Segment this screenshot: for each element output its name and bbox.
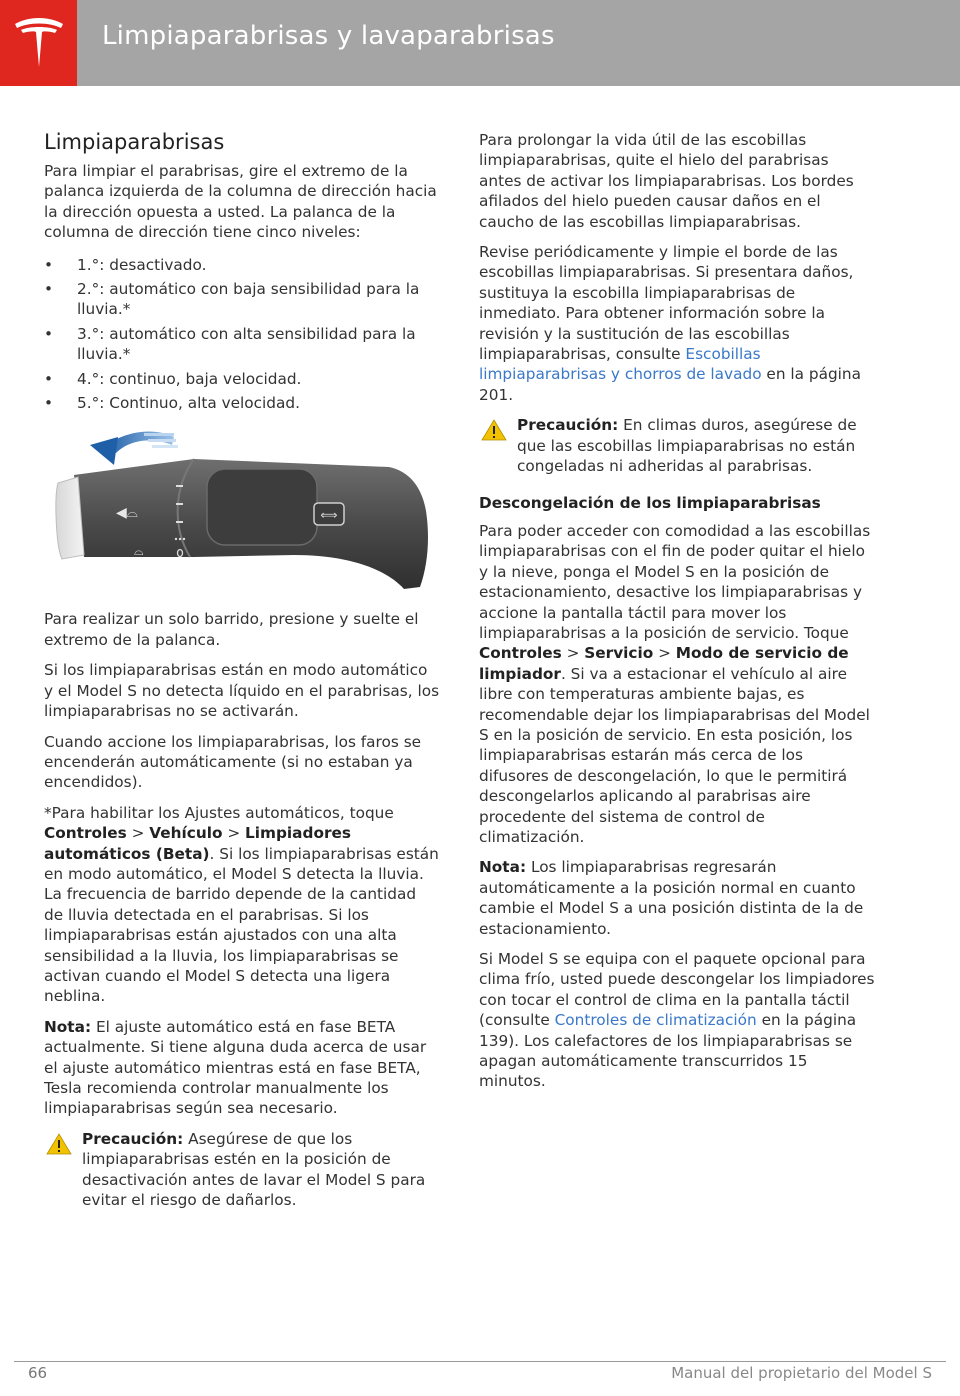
section-heading: Limpiaparabrisas (44, 130, 225, 154)
levels-list (44, 255, 440, 414)
cold-weather-paragraph: Si Model S se equipa con el paquete opcional para clima frío, usted puede descongelar los limpiadores con tocar el control de clima en la pantalla táctil (consulte Controles de climatización en la página 139). Los calefactores de los limpiaparabrisas se apagan automáticamente transcurridos 15 minutos. (479, 950, 875, 1091)
footer-divider (14, 1361, 946, 1362)
menu-path-controles: Controles (479, 644, 562, 663)
list-item: • 2.°: automático con baja sensibilidad para la lluvia.* (44, 279, 440, 320)
warning-icon (481, 419, 507, 441)
right-column (479, 130, 875, 1102)
caution-box: Precaución: En climas duros, asegúrese de que las escobillas limpiaparabrisas no están congeladas ni adheridas al parabrisas. (479, 415, 875, 476)
intro-paragraph: Para limpiar el parabrisas, gire el extremo de la palanca izquierda de la columna de dirección hacia la dirección opuesta a usted. La palanca de la columna de dirección tiene cinco niveles: (44, 162, 437, 242)
rotate-arrow-icon (90, 432, 178, 465)
caution-label: Precaución: (517, 416, 619, 435)
menu-path-vehiculo: Vehículo (149, 824, 223, 843)
headlights-paragraph: Cuando accione los limpiaparabrisas, los faros se encenderán automáticamente (si no estaban ya encendidos). (44, 732, 422, 792)
list-item: • 3.°: automático con alta sensibilidad para la lluvia.* (44, 324, 440, 365)
ice-paragraph: Para prolongar la vida útil de las escobillas limpiaparabrisas, quite el hielo del parabrisas antes de activar los limpiaparabrisas. Los bordes afilados del hielo pueden causar daños en el caucho de las escobillas limpiaparabrisas. (479, 131, 854, 231)
subsection-heading: Descongelación de los limpiaparabrisas (479, 493, 821, 512)
link-wiper-blades[interactable]: Escobillas limpiaparabrisas y chorros de lavado (479, 345, 762, 384)
page-title: Limpiaparabrisas y lavaparabrisas (102, 21, 555, 51)
caution-box: Precaución: Asegúrese de que los limpiaparabrisas estén en la posición de desactivación antes de lavar el Model S para evitar el riesgo de dañarlos. (44, 1129, 440, 1211)
page-header (0, 0, 960, 86)
note-paragraph: Nota: El ajuste automático está en fase BETA actualmente. Si tiene alguna duda acerca de usar el ajuste automático mientras está en fase BETA, Tesla recomienda controlar manualmente los limpiaparabrisas según sea necesario. (44, 1017, 427, 1118)
note-label: Nota: (479, 858, 527, 877)
logo-box (0, 0, 77, 86)
left-column (44, 128, 440, 1220)
auto-mode-paragraph: Si los limpiaparabrisas están en modo automático y el Model S no detecta líquido en el parabrisas, los limpiaparabrisas no se activarán. (44, 661, 440, 721)
footnote-paragraph: *Para habilitar los Ajustes automáticos, toque Controles > Vehículo > Limpiadores automáticos (Beta). Si los limpiaparabrisas están en modo automático, el Model S detecta la lluvia. La frecuencia de barrido depende de la cantidad de lluvia detectada en el parabrisas. Si los limpiaparabrisas están ajustados con una alta sensibilidad a la lluvia, los limpiaparabrisas se activan cuando el Model S detecta una ligera neblina. (44, 803, 439, 1006)
warning-icon (46, 1133, 72, 1155)
single-wipe-paragraph: Para realizar un solo barrido, presione y suelte el extremo de la palanca. (44, 610, 419, 649)
svg-text:⌓: ⌓ (134, 544, 144, 559)
menu-path-controles: Controles (44, 824, 127, 843)
menu-path-servicio: Servicio (584, 644, 654, 663)
link-climate-controls[interactable]: Controles de climatización (554, 1011, 757, 1030)
note-label: Nota: (44, 1017, 92, 1036)
svg-text:◀⌓: ◀⌓ (116, 505, 138, 522)
inspection-paragraph: Revise periódicamente y limpie el borde de las escobillas limpiaparabrisas. Si presentara daños, sustituya la escobilla limpiaparabrisas de inmediato. Para obtener información sobre la revisión y la sustitución de las escobillas limpiaparabrisas, consulte Escobillas limpiaparabrisas y chorros de lavado en la página 201. (479, 243, 861, 404)
manual-title: Manual del propietario del Model S (671, 1364, 932, 1382)
caution-label: Precaución: (82, 1129, 184, 1148)
tesla-logo-icon (13, 15, 65, 71)
menu-path-limpiadores: Limpiadores automáticos (Beta) (44, 824, 351, 863)
list-item: • 4.°: continuo, baja velocidad. (44, 369, 440, 389)
note-paragraph: Nota: Los limpiaparabrisas regresarán automáticamente a la posición normal en cuanto cambie el Model S a una posición distinta de la de estacionamiento. (479, 858, 864, 938)
list-item: • 1.°: desactivado. (44, 255, 440, 275)
page-number: 66 (28, 1364, 48, 1382)
wiper-stalk-illustration (44, 427, 440, 595)
defrost-paragraph: Para poder acceder con comodidad a las escobillas limpiaparabrisas con el fin de poder quitar el hielo y la nieve, ponga el Model S en la posición de estacionamiento, desactive los limpiaparabrisas y accione la pantalla táctil para mover los limpiaparabrisas a la posición de servicio. Toque Controles > Servicio > Modo de servicio de limpiador. Si va a estacionar el vehículo al aire libre con temperaturas ambiente bajas, es recomendable dejar los limpiaparabrisas del Model S en la posición de servicio. En esta posición, los limpiaparabrisas estarán más cerca de los difusores de descongelación, lo que le permitirá descongelarlos aplicando al parabrisas aire procedente del sistema de control de climatización. (479, 521, 871, 846)
list-item: • 5.°: Continuo, alta velocidad. (44, 393, 440, 413)
menu-path-service-mode: Modo de servicio de limpiador (479, 644, 849, 683)
svg-text:⟺: ⟺ (320, 508, 338, 523)
